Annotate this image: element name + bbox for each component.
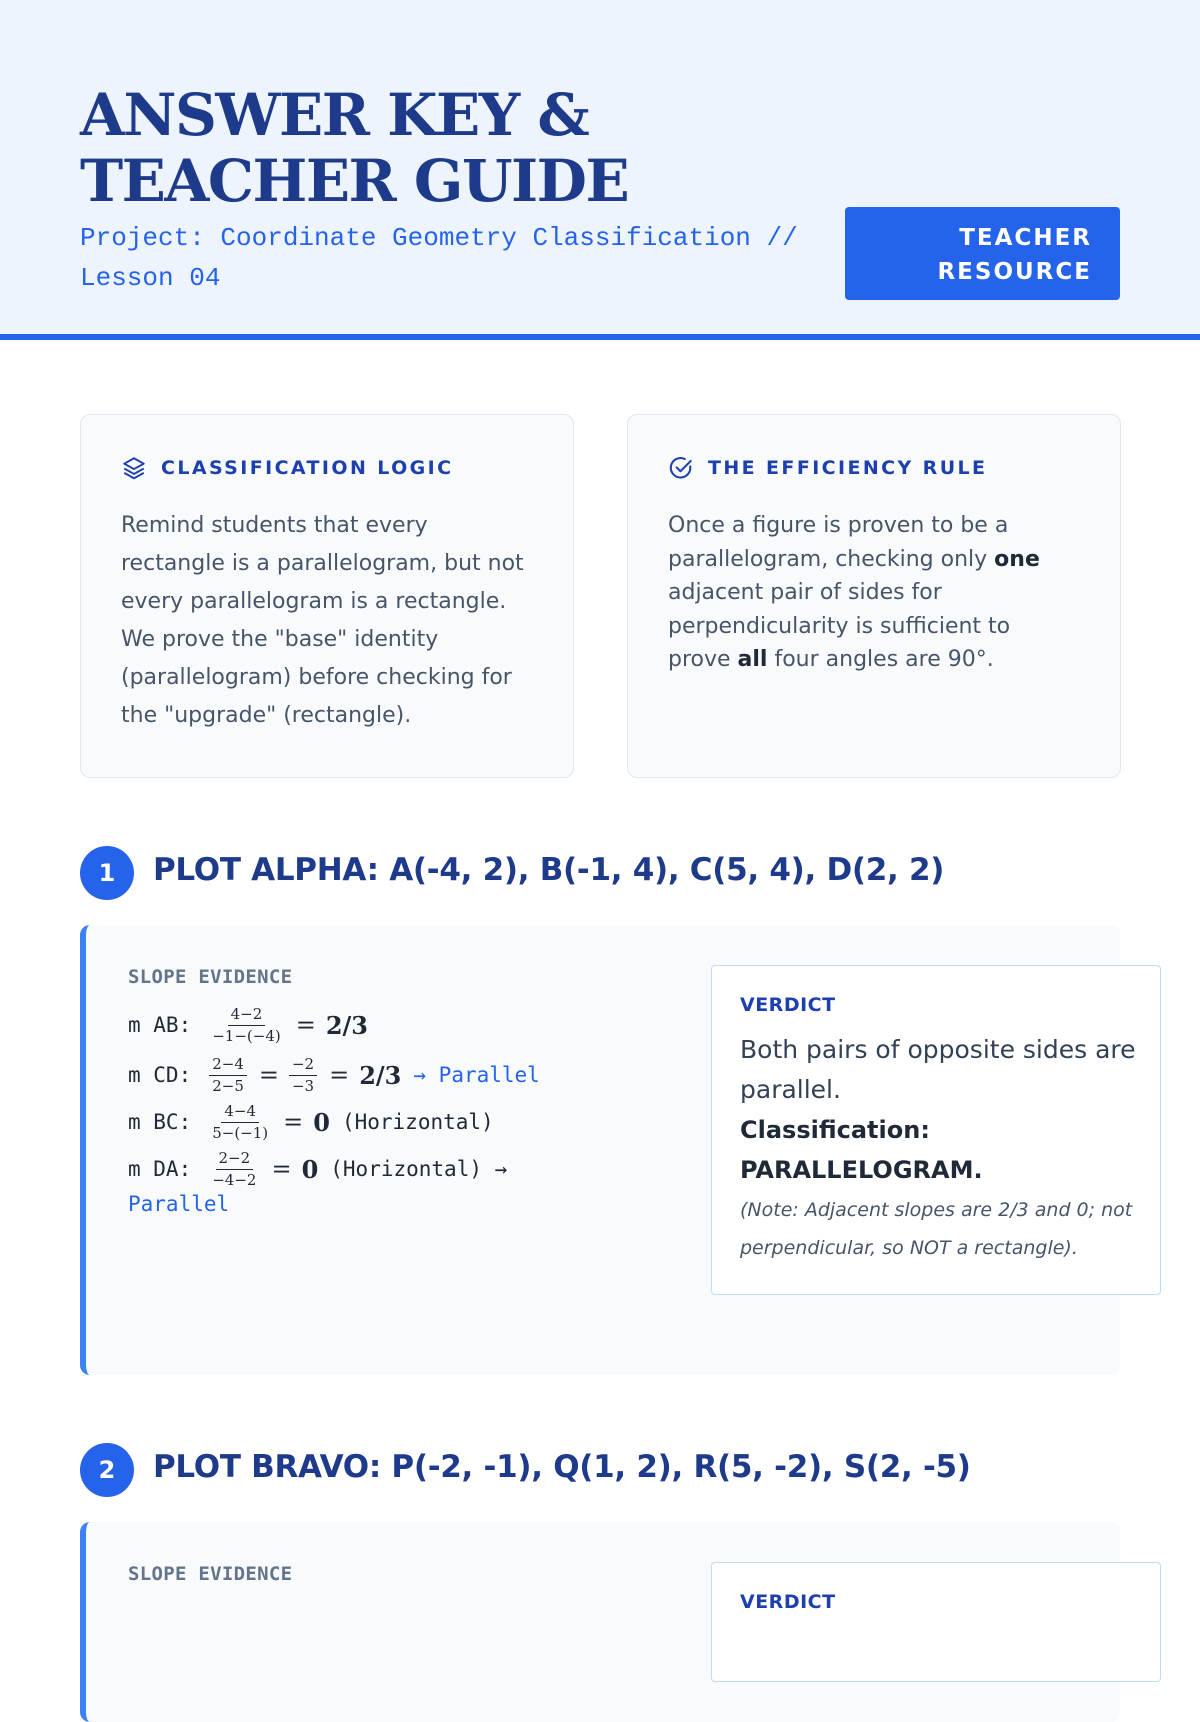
page-title: ANSWER KEY & TEACHER GUIDE (80, 81, 629, 215)
card-body: Once a figure is proven to be a parallelogram, checking only one adjacent pair of sides for perpendicularity is sufficient to prove all four angles are 90°. (668, 513, 1040, 672)
section-title: PLOT ALPHA: A(-4, 2), B(-1, 4), C(5, 4), D(2, 2) (153, 852, 945, 888)
card-heading-text: THE EFFICIENCY RULE (708, 457, 988, 479)
slope-cd: m CD: $\frac{2-4}{2-5}$ = $\frac{-2}{-3}$ = 2/3 → Parallel (128, 1055, 540, 1095)
section-number-badge: 2 (80, 1443, 134, 1497)
verdict-text: Both pairs of opposite sides are parallel. (740, 1035, 1136, 1104)
layers-icon (121, 455, 147, 481)
card-heading-text: CLASSIFICATION LOGIC (161, 457, 454, 479)
fraction: $\frac{4-2}{-1-(-4)}$ (212, 1005, 281, 1045)
verdict-box (711, 965, 1161, 1295)
page-subtitle: Project: Coordinate Geometry Classification // Lesson 04 (80, 223, 798, 293)
plot-alpha-panel (80, 925, 1136, 1375)
fraction: $\frac{2-4}{2-5}$ (209, 1055, 247, 1095)
slope-da: m DA: $\frac{2-2}{-4-2}$ = 0 (Horizontal) → (128, 1149, 508, 1189)
verdict-note: (Note: Adjacent slopes are 2/3 and 0; not perpendicular, so NOT a rectangle). (740, 1199, 1133, 1259)
parallel-note: Parallel (128, 1192, 230, 1216)
verdict-label: VERDICT (740, 994, 836, 1016)
evidence-label: SLOPE EVIDENCE (128, 1563, 293, 1585)
fraction: $\frac{4-4}{5-(-1)}$ (212, 1102, 269, 1142)
verdict-label: VERDICT (740, 1591, 836, 1613)
parallel-note: → Parallel (413, 1063, 540, 1087)
card-heading (121, 455, 453, 481)
teacher-resource-badge: TEACHER RESOURCE (845, 207, 1120, 300)
emphasis-all: all (737, 647, 768, 672)
classification-logic-card (80, 414, 574, 778)
verdict-classification: Classification: PARALLELOGRAM. (740, 1116, 983, 1184)
evidence-label: SLOPE EVIDENCE (128, 966, 293, 988)
check-circle-icon (668, 455, 694, 481)
page-header (0, 0, 1200, 340)
section-number-badge: 1 (80, 846, 134, 900)
efficiency-rule-card (627, 414, 1121, 778)
verdict-box (711, 1562, 1161, 1682)
section-title: PLOT BRAVO: P(-2, -1), Q(1, 2), R(5, -2), S(2, -5) (153, 1449, 971, 1485)
slope-bc: m BC: $\frac{4-4}{5-(-1)}$ = 0 (Horizontal) (128, 1102, 494, 1142)
card-body: Remind students that every rectangle is a parallelogram, but not every parallelogram is a rectangle. We prove the "base" identity (parallelogram) before checking for the "upgrade" (rectangle). (121, 513, 524, 728)
fraction: $\frac{-2}{-3}$ (289, 1055, 317, 1095)
slope-ab: m AB: $\frac{4-2}{-1-(-4)}$ = 2/3 (128, 1005, 368, 1045)
emphasis-one: one (994, 546, 1040, 572)
card-heading (668, 455, 987, 481)
plot-bravo-panel (80, 1522, 1120, 1722)
fraction: $\frac{2-2}{-4-2}$ (212, 1149, 257, 1189)
